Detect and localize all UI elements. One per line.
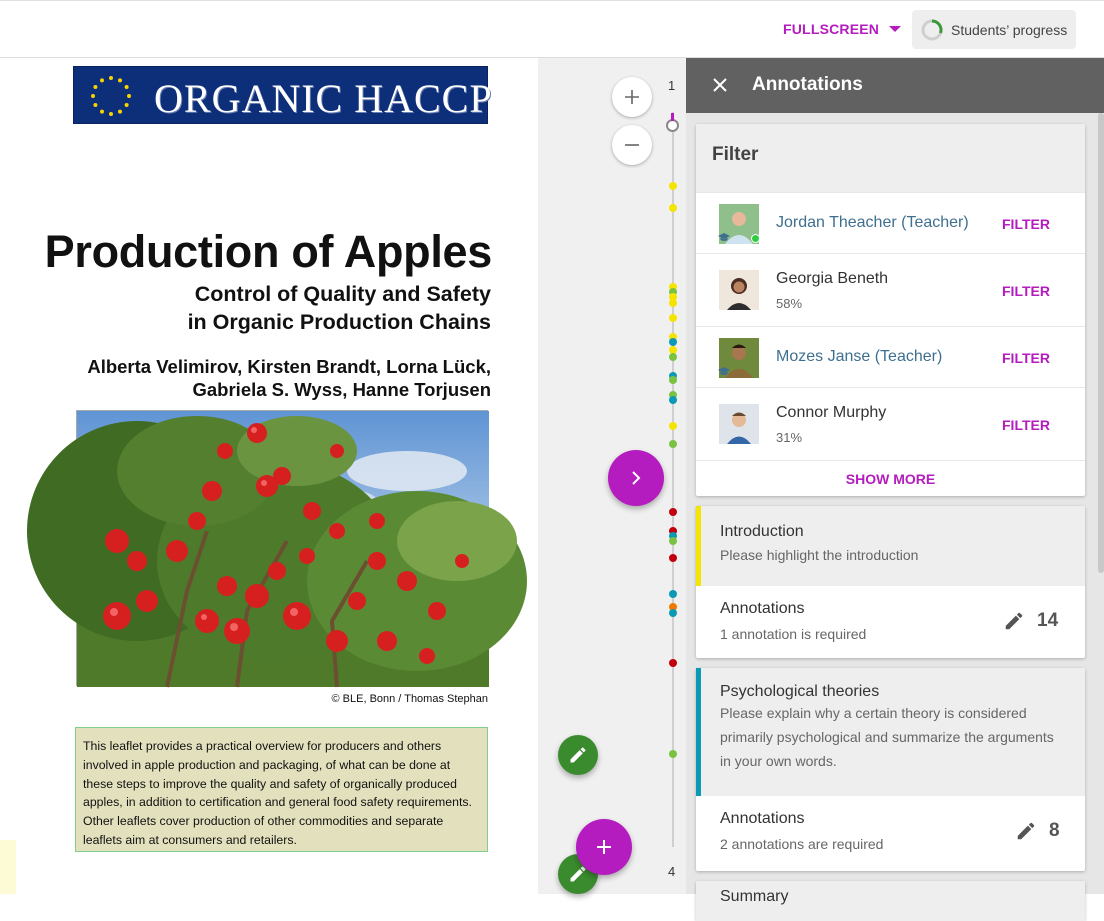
task-card-psychological-theories[interactable]	[696, 668, 1085, 871]
teacher-cap-icon	[718, 365, 730, 377]
fullscreen-dropdown[interactable]	[783, 21, 901, 37]
plus-icon	[595, 838, 613, 856]
organic-haccp-logo	[73, 66, 493, 124]
annotation-timeline	[672, 112, 674, 847]
document-page[interactable]	[0, 58, 538, 894]
document-subtitle-line1: Control of Quality and Safety	[194, 282, 491, 306]
timeline-annotation-dot[interactable]	[669, 750, 677, 758]
task-header	[696, 881, 1085, 921]
close-icon[interactable]	[710, 75, 730, 95]
task-description-line3: in your own words.	[720, 753, 837, 769]
students-progress-button[interactable]	[912, 10, 1076, 49]
timeline-annotation-dot[interactable]	[669, 376, 677, 384]
filter-user-button[interactable]: FILTER	[1002, 417, 1050, 433]
plus-icon	[623, 88, 641, 106]
apple-tree-photo	[76, 410, 488, 686]
zoom-in-button[interactable]	[612, 77, 652, 117]
filter-user-button[interactable]: FILTER	[1002, 350, 1050, 366]
timeline-annotation-dot[interactable]	[669, 508, 677, 516]
timeline-page-end: 4	[668, 864, 676, 879]
timeline-annotation-dot[interactable]	[669, 659, 677, 667]
top-bar	[0, 0, 1104, 58]
timeline-page-start: 1	[668, 78, 676, 93]
timeline-annotation-dot[interactable]	[669, 609, 677, 617]
user-name: Jordan Theacher (Teacher)	[776, 214, 969, 231]
timeline-annotation-dot[interactable]	[669, 299, 677, 307]
timeline-annotation-dot[interactable]	[669, 396, 677, 404]
annotations-label: Annotations	[720, 810, 805, 827]
show-more-button[interactable]: SHOW MORE	[845, 471, 936, 487]
timeline-annotation-dot[interactable]	[669, 422, 677, 430]
timeline-annotation-dot[interactable]	[669, 554, 677, 562]
eu-stars-icon	[88, 73, 134, 119]
annotations-label: Annotations	[720, 600, 805, 617]
highlighted-introduction[interactable]: This leaflet provides a practical overview for producers and others involved in apple production and packaging, of what can be done at these steps to improve the quality and safety of organically produced apples, in addition to certification and general food safety requirements. Other leaflets cover production of other commodities and separate leaflets aim at consumers and retailers.	[75, 727, 488, 852]
task-annotations-row	[696, 586, 1085, 658]
photo-credit: © BLE, Bonn / Thomas Stephan	[331, 693, 488, 705]
timeline-annotation-dot[interactable]	[669, 353, 677, 361]
show-more-row	[696, 460, 1085, 496]
user-progress: 58%	[776, 296, 803, 311]
timeline-annotation-dot[interactable]	[669, 314, 677, 322]
task-header	[696, 506, 1085, 586]
annotations-requirement: 1 annotation is required	[720, 626, 867, 642]
timeline-annotation-dot[interactable]	[669, 182, 677, 190]
timeline-annotation-dot[interactable]	[669, 440, 677, 448]
caret-down-icon	[889, 26, 901, 32]
progress-ring-icon	[920, 18, 944, 42]
chevron-right-icon	[626, 468, 646, 488]
task-color-bar	[696, 506, 701, 586]
minus-icon	[623, 136, 641, 154]
task-color-bar	[696, 668, 701, 796]
user-row	[696, 387, 1085, 460]
task-name: Psychological theories	[720, 683, 880, 700]
task-name: Summary	[720, 888, 789, 905]
annotations-panel	[686, 58, 1104, 905]
annotations-count: 8	[1049, 820, 1060, 841]
task-card-introduction[interactable]	[696, 506, 1085, 658]
task-annotations-row	[696, 796, 1085, 868]
highlight-marker	[0, 840, 16, 894]
pencil-icon	[568, 745, 588, 765]
filter-card	[696, 124, 1085, 496]
user-name: Mozes Janse (Teacher)	[776, 348, 943, 365]
user-row	[696, 192, 1085, 253]
task-description: Please highlight the introduction	[720, 547, 919, 563]
filter-title: Filter	[696, 124, 1085, 192]
avatar	[719, 404, 759, 444]
user-name: Georgia Beneth	[776, 270, 889, 287]
user-progress: 31%	[776, 430, 803, 445]
task-description-line2: primarily psychological and summarize the arguments	[720, 729, 1054, 745]
zoom-out-button[interactable]	[612, 125, 652, 165]
timeline-position-marker	[671, 113, 674, 121]
document-authors-line2: Gabriela S. Wyss, Hanne Torjusen	[192, 379, 491, 400]
avatar	[719, 270, 759, 310]
annotations-requirement: 2 annotations are required	[720, 836, 884, 852]
filter-user-button[interactable]: FILTER	[1002, 216, 1050, 232]
panel-title: Annotations	[752, 74, 863, 95]
pencil-icon[interactable]	[1003, 610, 1025, 632]
user-name: Connor Murphy	[776, 404, 887, 421]
panel-header	[686, 58, 1104, 113]
timeline-annotation-dot[interactable]	[669, 204, 677, 212]
task-header	[696, 668, 1085, 796]
user-row	[696, 326, 1085, 387]
teacher-cap-icon	[718, 231, 730, 243]
timeline-annotation-dot[interactable]	[669, 590, 677, 598]
students-progress-label: Students’ progress	[951, 21, 1068, 38]
timeline-annotation-dot[interactable]	[669, 537, 677, 545]
timeline-annotation-dot[interactable]	[669, 338, 677, 346]
filter-user-button[interactable]: FILTER	[1002, 283, 1050, 299]
task-description-line1: Please explain why a certain theory is considered	[720, 705, 1027, 721]
user-row	[696, 253, 1085, 326]
online-status-indicator	[751, 234, 760, 243]
document-authors-line1: Alberta Velimirov, Kirsten Brandt, Lorna Lück,	[87, 356, 491, 377]
expand-panel-button[interactable]	[608, 450, 664, 506]
document-title: Production of Apples	[44, 226, 492, 277]
task-name: Introduction	[720, 523, 804, 540]
document-subtitle-line2: in Organic Production Chains	[187, 310, 491, 334]
panel-scrollbar[interactable]	[1098, 113, 1104, 573]
task-card-summary[interactable]	[696, 881, 1085, 921]
pencil-icon[interactable]	[1015, 820, 1037, 842]
fullscreen-label: FULLSCREEN	[783, 21, 880, 37]
annotation-marker-button[interactable]	[558, 735, 598, 775]
annotations-count: 14	[1037, 610, 1059, 631]
logo-text: ORGANIC HACCP	[154, 76, 493, 121]
add-annotation-button[interactable]	[576, 819, 632, 875]
